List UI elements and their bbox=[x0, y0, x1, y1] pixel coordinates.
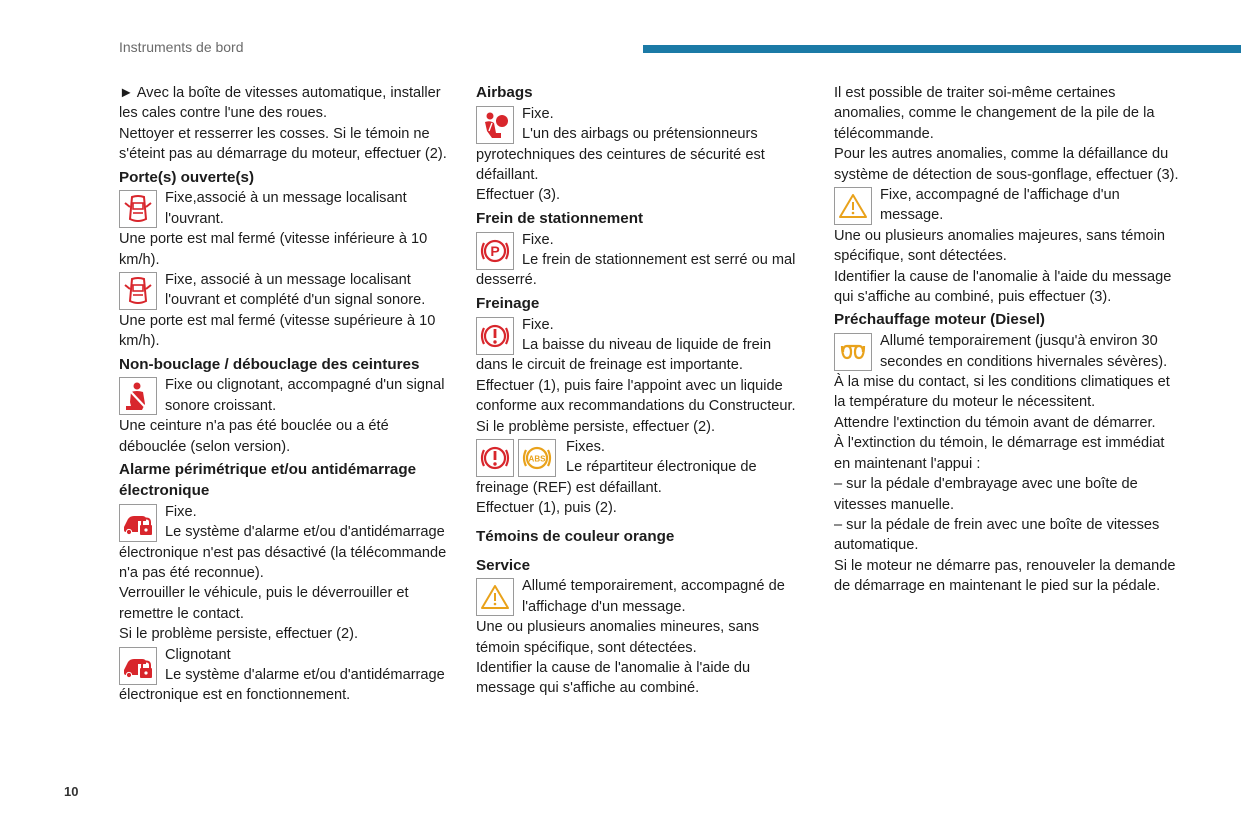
doors-entry2-text: Fixe, associé à un message localisant l'ouvrant et complété d'un signal sonore. bbox=[165, 272, 426, 309]
airbags-desc: Effectuer (3). bbox=[476, 187, 561, 204]
preheat-p4: – sur la pédale d'embrayage avec une boîte de vitesses manuelle. bbox=[834, 476, 1138, 513]
parking-brake-icon bbox=[476, 232, 514, 270]
major-desc1: Une ou plusieurs anomalies majeures, sans témoin spécifique, sont détectées. bbox=[834, 227, 1165, 265]
section-title-alarm: Alarme périmétrique et/ou antidémarrage électronique bbox=[119, 461, 417, 499]
section-title-preheat: Préchauffage moteur (Diesel) bbox=[834, 311, 1045, 329]
doors-entry2-desc: Une porte est mal fermé (vitesse supérieure à 10 km/h). bbox=[119, 312, 436, 350]
brake-abs-icon-group bbox=[476, 439, 560, 477]
intro-paragraph: Nettoyer et resserrer les cosses. Si le témoin ne s'éteint pas au démarrage du moteur, effectuer (2). bbox=[119, 125, 447, 163]
airbags-text: Fixe. bbox=[522, 105, 554, 122]
col3-intro1: Il est possible de traiter soi-même certaines anomalies, comme le changement de la pile de la télécommande. bbox=[834, 85, 1155, 142]
doors-entry1-text: Fixe,associé à un message localisant l'ouvrant. bbox=[165, 190, 407, 227]
service-text: Allumé temporairement, accompagné de l'affichage d'un message. bbox=[522, 578, 785, 615]
major-warning-icon bbox=[834, 187, 872, 225]
braking-entry2-text: Fixes. bbox=[566, 439, 605, 456]
section-title-orange: Témoins de couleur orange bbox=[476, 527, 675, 545]
car-lock-icon bbox=[119, 504, 157, 542]
preheat-p1: À la mise du contact, si les conditions climatiques et la température du moteur le nécessitent. bbox=[834, 374, 1170, 411]
col3-intro2: Pour les autres anomalies, comme la défaillance du système de détection de sous-gonflage, effectuer (3). bbox=[834, 146, 1179, 183]
alarm-entry1-desc1: Verrouiller le véhicule, puis le déverrouiller et remettre le contact. bbox=[119, 585, 409, 622]
section-title-parking: Frein de stationnement bbox=[476, 209, 644, 227]
glow-plug-icon bbox=[834, 333, 872, 371]
service-warning-icon bbox=[476, 578, 514, 616]
header-title: Instruments de bord bbox=[119, 39, 244, 55]
alarm-entry1-desc2: Si le problème persiste, effectuer (2). bbox=[119, 626, 359, 643]
braking-entry1-line2: La baisse du niveau de liquide de frein dans le circuit de freinage est importante. bbox=[476, 337, 772, 374]
airbags-line2: L'un des airbags ou prétensionneurs pyrotechniques des ceintures de sécurité est défaillant. bbox=[476, 126, 765, 184]
brake-warning-icon bbox=[476, 317, 514, 355]
alarm-entry1-line2: Le système d'alarme et/ou d'antidémarrage électronique n'est pas désactivé (la télécommande n'a pas été reconnue). bbox=[119, 524, 447, 581]
braking-entry2-line2: Le répartiteur électronique de freinage (REF) est défaillant. bbox=[476, 459, 757, 496]
section-title-seatbelt: Non-bouclage / débouclage des ceintures bbox=[119, 355, 420, 373]
section-title-service: Service bbox=[476, 556, 531, 574]
column-2 bbox=[476, 83, 806, 699]
alarm-entry2-text: Clignotant bbox=[165, 646, 231, 663]
section-title-airbags: Airbags bbox=[476, 84, 533, 101]
braking-entry2-desc: Effectuer (1), puis (2). bbox=[476, 500, 617, 517]
seatbelt-text: Fixe ou clignotant, accompagné d'un signal sonore croissant. bbox=[165, 377, 445, 414]
braking-entry1-desc: Effectuer (1), puis faire l'appoint avec un liquide conforme aux recommandations du Constructeur. Si le problème persiste, effectuer (2). bbox=[476, 377, 796, 435]
parking-line2: Le frein de stationnement est serré ou mal desserré. bbox=[476, 252, 796, 289]
preheat-p6: Si le moteur ne démarre pas, renouveler la demande de démarrage en maintenant le pied sur la pédale. bbox=[834, 557, 1176, 595]
door-open-icon bbox=[119, 190, 157, 228]
column-3 bbox=[834, 83, 1179, 597]
airbag-icon bbox=[476, 106, 514, 144]
brake-warning-icon bbox=[476, 439, 514, 477]
svg-text:P: P bbox=[490, 242, 500, 259]
preheat-p5: – sur la pédale de frein avec une boîte de vitesses automatique. bbox=[834, 516, 1160, 554]
major-text: Fixe, accompagné de l'affichage d'un message. bbox=[880, 187, 1120, 224]
door-open-icon bbox=[119, 272, 157, 310]
service-desc1: Une ou plusieurs anomalies mineures, sans témoin spécifique, sont détectées. bbox=[476, 619, 760, 656]
alarm-entry2-line2: Le système d'alarme et/ou d'antidémarrage électronique est en fonctionnement. bbox=[119, 666, 445, 704]
preheat-p2: Attendre l'extinction du témoin avant de démarrer. bbox=[834, 414, 1156, 431]
seatbelt-icon bbox=[119, 377, 157, 415]
page-number: 10 bbox=[64, 784, 79, 799]
seatbelt-desc: Une ceinture n'a pas été bouclée ou a été débouclée (selon version). bbox=[119, 418, 389, 455]
section-title-braking: Freinage bbox=[476, 294, 540, 312]
intro-paragraph: ► Avec la boîte de vitesses automatique, installer les cales contre l'une des roues. bbox=[119, 85, 441, 122]
parking-text: Fixe. bbox=[522, 231, 554, 248]
preheat-p3: À l'extinction du témoin, le démarrage est immédiat en maintenant l'appui : bbox=[834, 435, 1165, 472]
column-1 bbox=[119, 83, 454, 706]
car-lock-icon bbox=[119, 647, 157, 685]
doors-entry1-desc: Une porte est mal fermé (vitesse inférieure à 10 km/h). bbox=[119, 231, 428, 268]
preheat-text: Allumé temporairement (jusqu'à environ 30 secondes en conditions hivernales sévères). bbox=[880, 333, 1168, 370]
alarm-entry1-text: Fixe. bbox=[165, 503, 197, 520]
abs-icon bbox=[518, 439, 556, 477]
braking-entry1-text: Fixe. bbox=[522, 316, 554, 333]
header-accent-bar bbox=[643, 45, 1241, 53]
abs-icon-label: ABS bbox=[528, 454, 546, 464]
major-desc2: Identifier la cause de l'anomalie à l'aide du message qui s'affiche au combiné, puis effectuer (3). bbox=[834, 268, 1172, 306]
service-desc2: Identifier la cause de l'anomalie à l'aide du message qui s'affiche au combiné. bbox=[476, 659, 751, 697]
section-title-doors: Porte(s) ouverte(s) bbox=[119, 168, 255, 186]
